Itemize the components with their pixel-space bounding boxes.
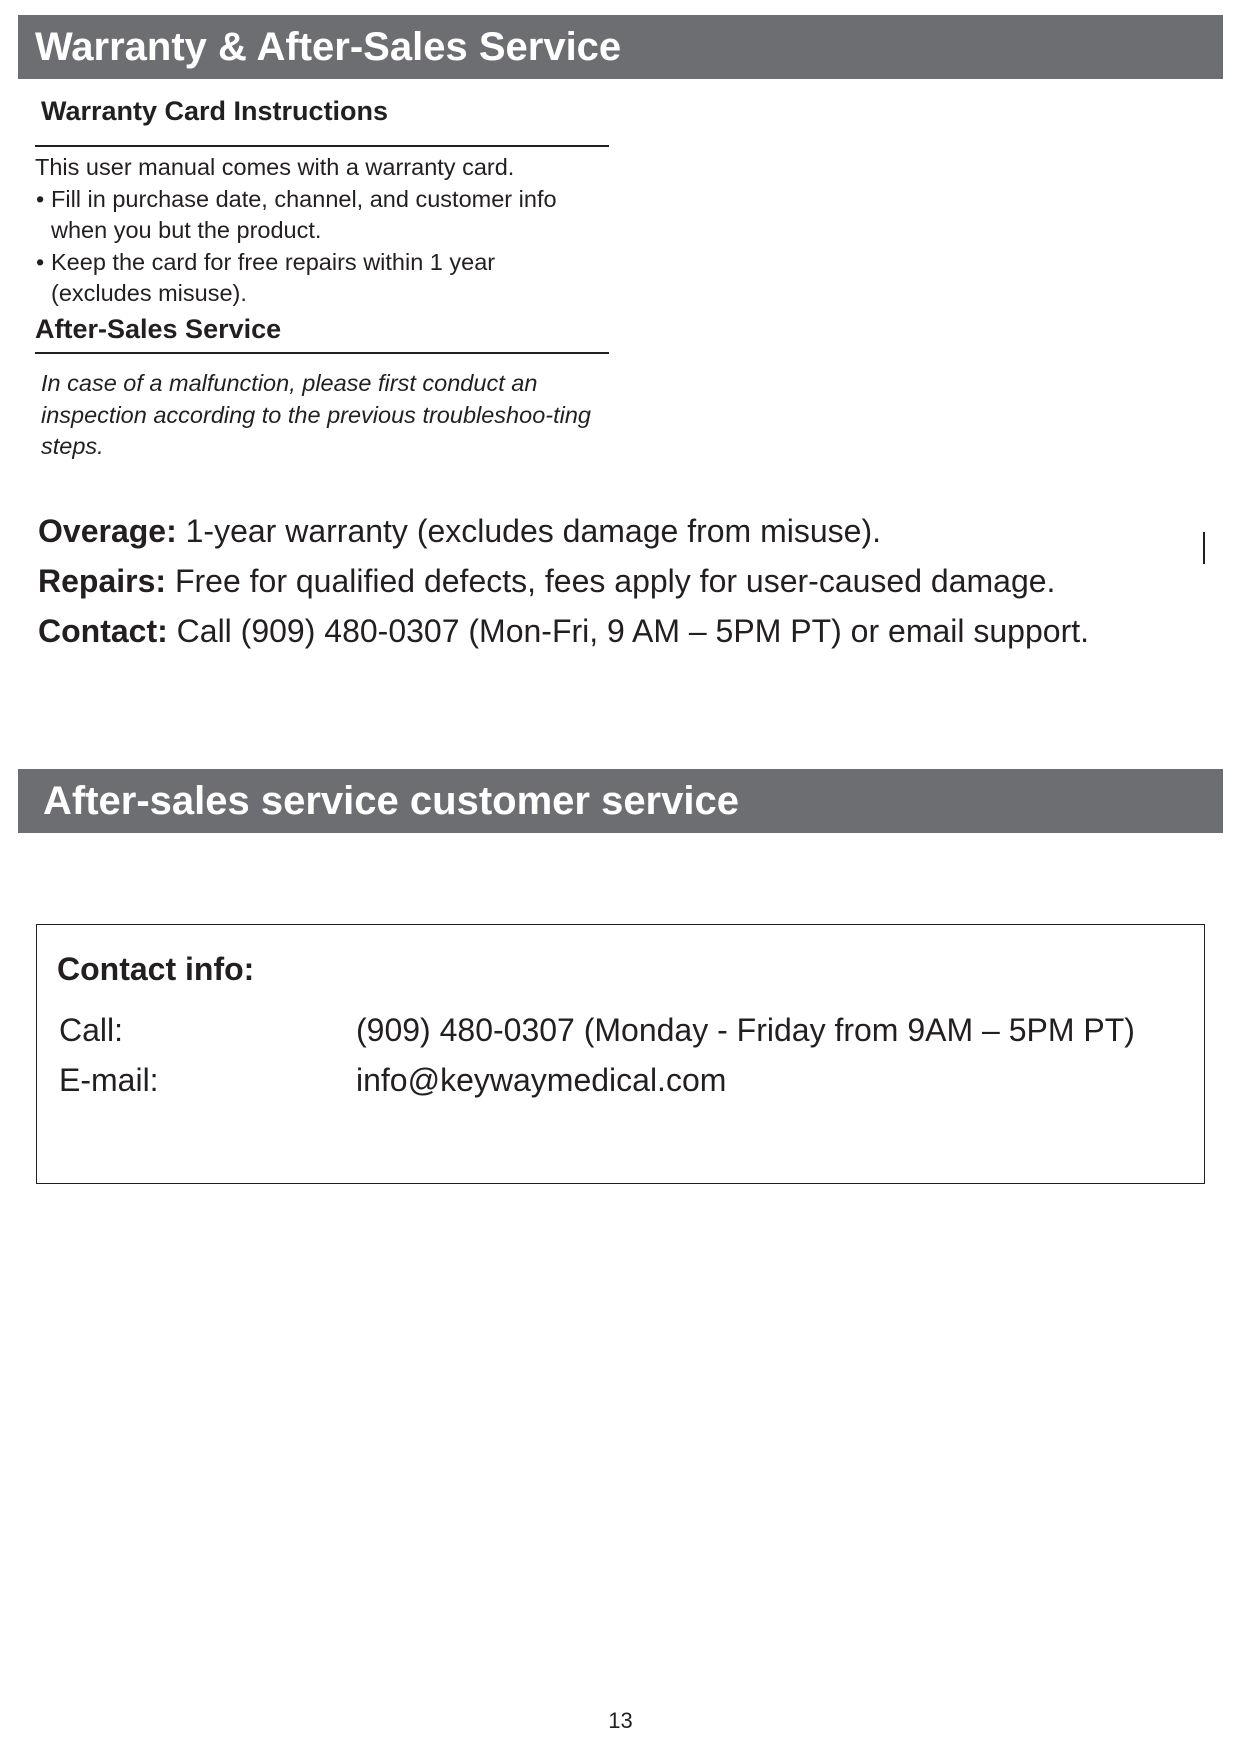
section-title-warranty: Warranty & After-Sales Service bbox=[18, 15, 1223, 79]
contact-row-call bbox=[59, 1012, 1135, 1049]
list-item bbox=[35, 247, 635, 310]
summary-text: Free for qualified defects, fees apply for user-caused damage. bbox=[166, 563, 1056, 599]
summary-text: Call (909) 480-0307 (Mon-Fri, 9 AM – 5PM PT) or email support. bbox=[167, 613, 1089, 649]
after-sales-heading: After-Sales Service bbox=[35, 314, 609, 354]
call-label: Call: bbox=[59, 1012, 124, 1048]
margin-mark bbox=[1203, 532, 1205, 564]
warranty-card-heading: Warranty Card Instructions bbox=[35, 96, 609, 147]
bullet-mark: • bbox=[36, 248, 45, 275]
bullet-text: Keep the card for free repairs within 1 year (excludes misuse). bbox=[51, 248, 496, 306]
bullet-text: Fill in purchase date, channel, and customer info when you but the product. bbox=[51, 185, 557, 243]
email-value: info@keywaymedical.com bbox=[356, 1062, 727, 1098]
summary-line-overage bbox=[38, 506, 1218, 556]
list-item bbox=[35, 184, 635, 247]
summary-line-contact bbox=[38, 606, 1218, 656]
contact-row-email bbox=[59, 1062, 726, 1099]
section-title-customer-service: After-sales service customer service bbox=[18, 769, 1223, 833]
summary-label: Repairs: bbox=[38, 563, 167, 599]
summary-label: Contact: bbox=[38, 613, 168, 649]
page-number: 13 bbox=[608, 1708, 633, 1733]
summary-line-repairs bbox=[38, 556, 1218, 606]
troubleshooting-note: In case of a malfunction, please first conduct an inspection according to the previous troubleshoo-ting steps. bbox=[41, 370, 591, 459]
warranty-card-text bbox=[35, 152, 635, 310]
summary-text: 1-year warranty (excludes damage from misuse). bbox=[176, 513, 881, 549]
contact-info-title: Contact info: bbox=[57, 951, 255, 987]
call-value: (909) 480-0307 (Monday - Friday from 9AM – 5PM PT) bbox=[356, 1012, 1135, 1048]
summary-label: Overage: bbox=[38, 513, 177, 549]
warranty-card-intro: This user manual comes with a warranty card. bbox=[35, 154, 515, 180]
email-label: E-mail: bbox=[59, 1062, 159, 1098]
warranty-summary bbox=[38, 506, 1218, 656]
contact-info-box bbox=[36, 924, 1205, 1184]
bullet-mark: • bbox=[36, 185, 45, 212]
